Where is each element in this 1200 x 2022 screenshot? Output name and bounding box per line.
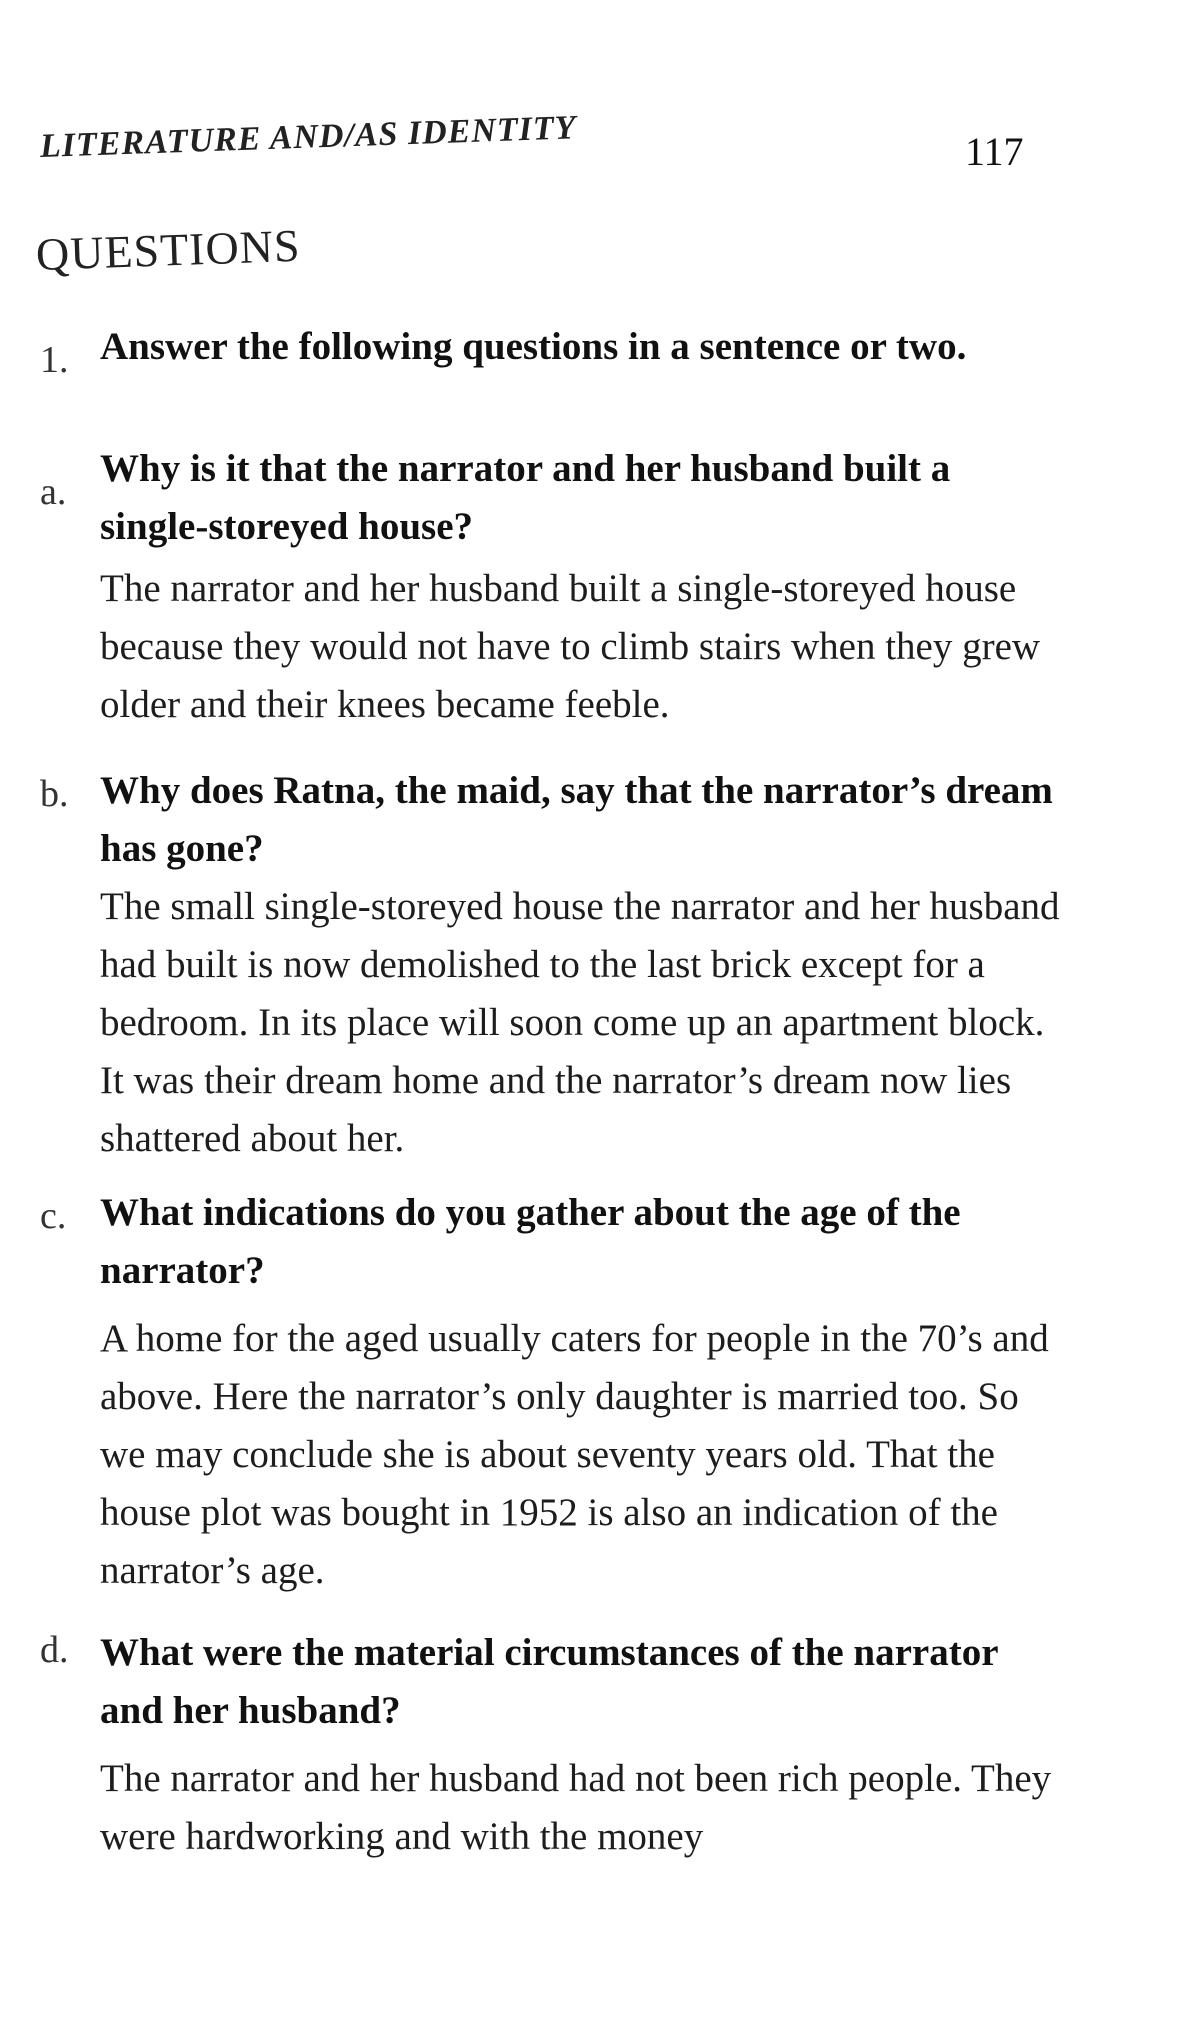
question-text: Why is it that the narrator and her husband built a single-storeyed house? (100, 447, 951, 548)
question-a (40, 440, 1040, 740)
question-b (40, 762, 1060, 1162)
running-head: LITERATURE AND/AS IDENTITY (39, 109, 578, 165)
question-c (40, 1184, 1049, 1604)
instruction-block (40, 318, 1040, 438)
instruction-text: Answer the following questions in a sentence or two. (100, 325, 967, 368)
question-text: Why does Ratna, the maid, say that the narrator’s dream has gone? (100, 769, 1053, 870)
question-marker: d. (40, 1629, 69, 1671)
page-number: 117 (965, 129, 1024, 174)
answer-text: The narrator and her husband built a single-storeyed house because they would not have to climb stairs when they grew older and their knees became feeble. (100, 567, 1041, 726)
question-text: What were the material circumstances of the narrator and her husband? (100, 1631, 998, 1732)
question-marker: b. (40, 773, 69, 815)
section-title: QUESTIONS (35, 219, 302, 280)
answer-text: A home for the aged usually caters for people in the 70’s and above. Here the narrator’s only daughter is married too. So we may conclude she is about seventy years old. That the house plot was bought in 1952 is also an indication of the narrator’s age. (100, 1317, 1049, 1592)
question-d (40, 1624, 1052, 1884)
question-marker: c. (40, 1195, 67, 1237)
instruction-number: 1. (40, 339, 69, 381)
answer-text: The narrator and her husband had not been rich people. They were hardworking and with the money (100, 1757, 1052, 1858)
question-marker: a. (40, 471, 67, 513)
question-text: What indications do you gather about the age of the narrator? (100, 1191, 961, 1292)
answer-text: The small single-storeyed house the narrator and her husband had built is now demolished to the last brick except for a bedroom. In its place will soon come up an apartment block. It was their dream home and the narrator’s dream now lies shattered about her. (100, 885, 1060, 1160)
